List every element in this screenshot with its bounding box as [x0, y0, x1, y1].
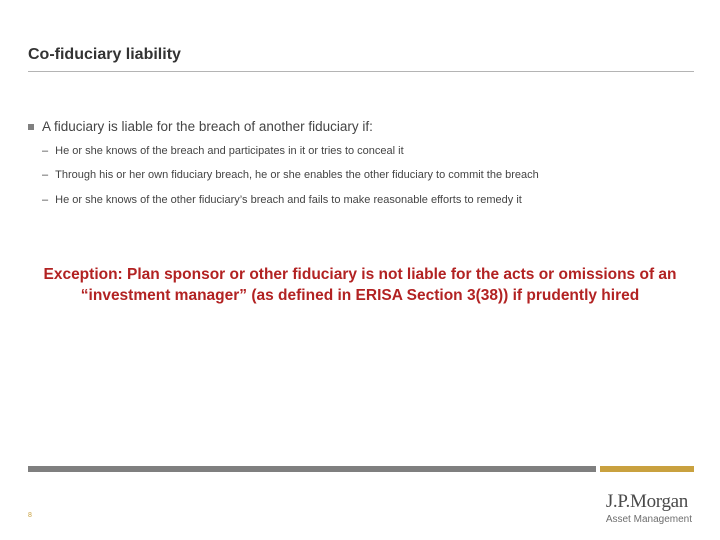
main-bullet — [28, 119, 373, 134]
exception-callout — [20, 264, 700, 306]
sub-bullet-2 — [42, 169, 539, 181]
slide-title: Co-fiduciary liability — [28, 46, 181, 63]
title-divider — [28, 71, 694, 72]
page-number: 8 — [28, 512, 32, 519]
sub-bullet-3 — [42, 194, 522, 206]
footer-bar-gray — [28, 466, 596, 472]
sub-bullet-text: He or she knows of the other fiduciary’s breach and fails to make reasonable efforts to remedy it — [55, 194, 522, 206]
logo-subtitle: Asset Management — [605, 514, 692, 525]
exception-line-2: “investment manager” (as defined in ERISA Section 3(38)) if prudently hired — [80, 287, 640, 304]
dash-bullet-icon: – — [42, 194, 49, 206]
dash-bullet-icon: – — [42, 169, 49, 181]
dash-bullet-icon: – — [42, 145, 49, 157]
square-bullet-icon — [28, 124, 34, 130]
main-bullet-text: A fiduciary is liable for the breach of another fiduciary if: — [42, 119, 373, 134]
footer-bar-gold — [600, 466, 694, 472]
sub-bullet-text: Through his or her own fiduciary breach, he or she enables the other fiduciary to commit the breach — [55, 169, 539, 181]
jpmorgan-logo — [606, 492, 692, 526]
logo-name: J.P.Morgan — [605, 491, 688, 512]
sub-bullet-text: He or she knows of the breach and participates in it or tries to conceal it — [55, 145, 404, 157]
exception-line-1: Exception: Plan sponsor or other fiduciary is not liable for the acts or omissions of an — [43, 266, 677, 283]
sub-bullet-1 — [42, 145, 404, 157]
